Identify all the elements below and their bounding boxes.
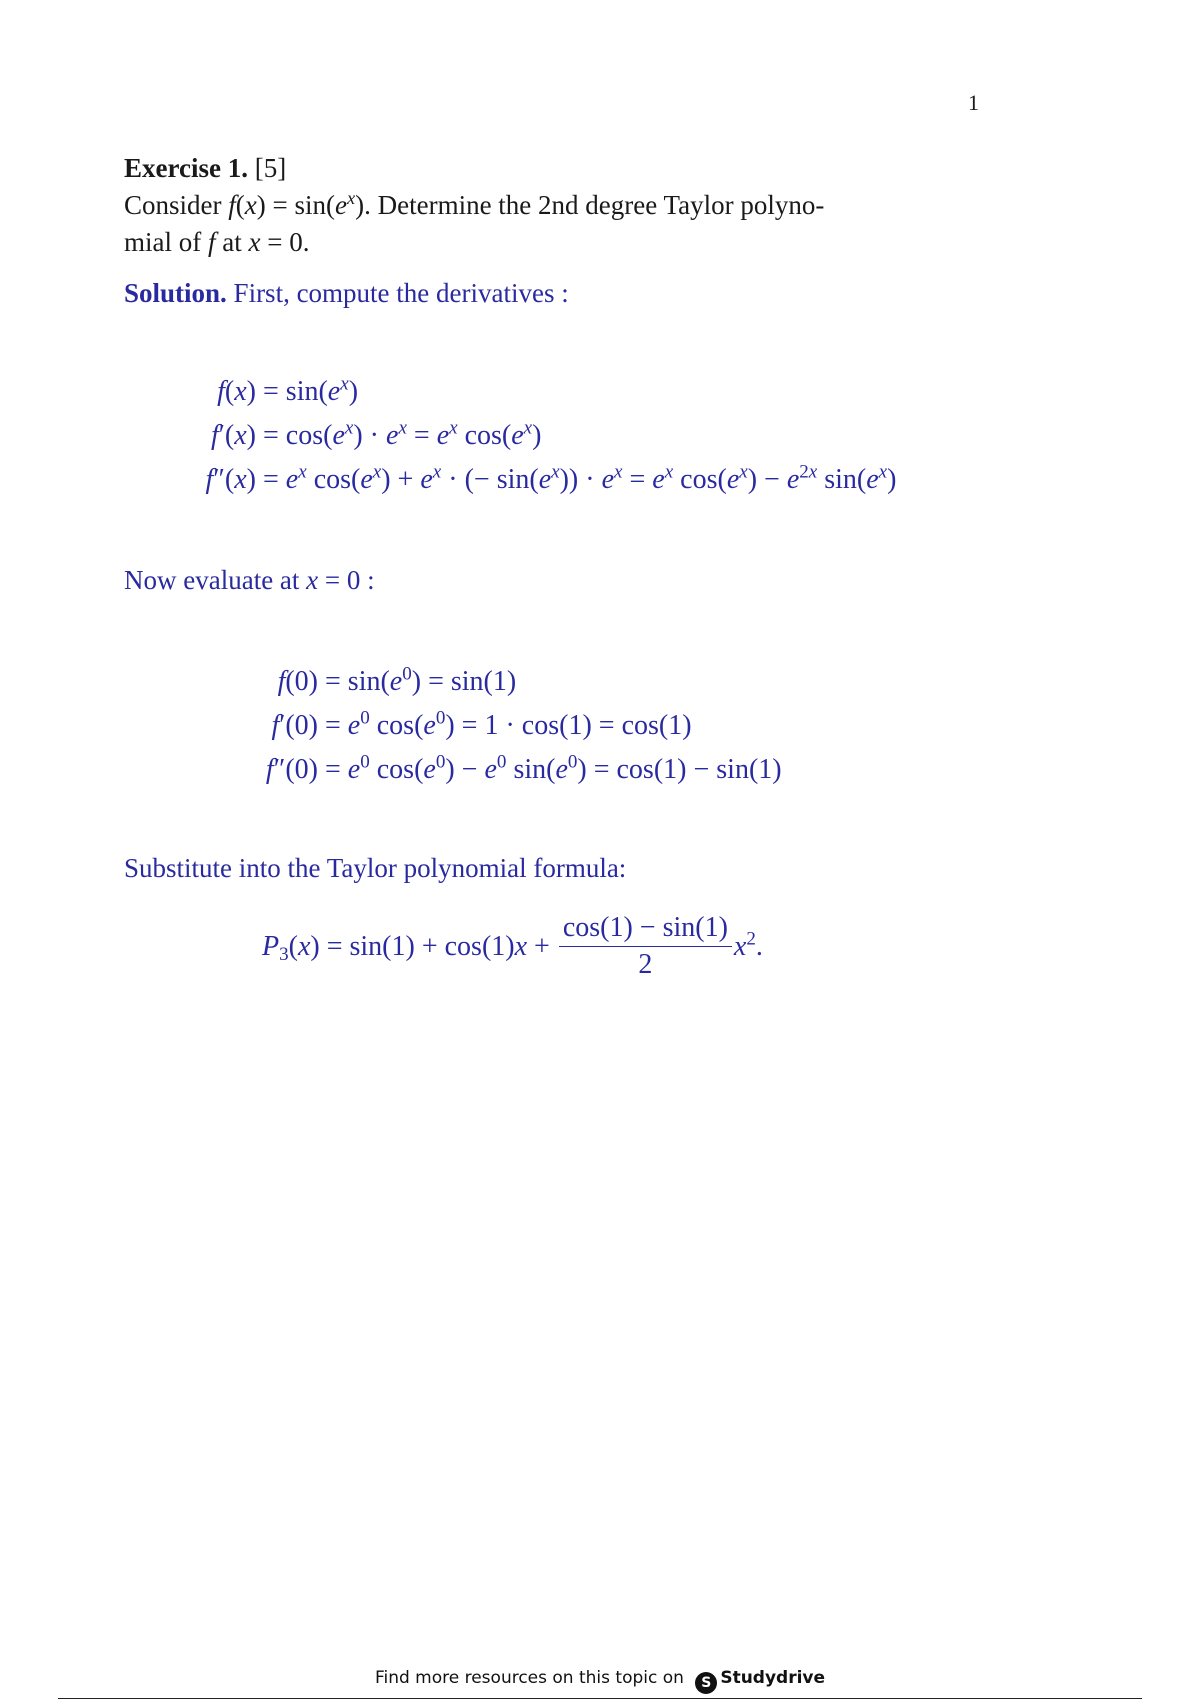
statement-x0: x = 0 bbox=[248, 227, 303, 257]
page-number: 1 bbox=[968, 90, 979, 115]
statement-function: $f(x) = \sin(e^x)$ bbox=[228, 187, 365, 220]
statement-at: at bbox=[215, 227, 249, 257]
statement-line2: mial of bbox=[124, 227, 208, 257]
derivative-row: f″(x) = $e^x$ $\cos(e^x) + e^x$ · (− $\sin(e^x)) \cdot e^x = e^x$ $\cos(e^x) - e^{2x}$ $\sin(e^x)$ bbox=[205, 461, 897, 495]
studydrive-brand-link[interactable]: Studydrive bbox=[720, 1668, 826, 1688]
exercise-heading: Exercise 1. bbox=[124, 153, 248, 183]
statement-period: . bbox=[302, 227, 310, 257]
evaluation-row: f′(0) = $e^0$ $\cos(e^0) = 1 \cdot \cos(1) = \cos(1)$ bbox=[271, 707, 692, 741]
evaluation-row: f(0) = $\sin(e^0) = \sin(1)$ bbox=[277, 663, 517, 697]
evaluations-block bbox=[242, 660, 782, 792]
derivative-row: f′(x) = $\cos(e^x) \cdot e^x = e^x$ $\cos(e^x)$ bbox=[211, 417, 542, 451]
fraction-denominator: 2 bbox=[638, 949, 653, 980]
substitute-text: Substitute into the Taylor polynomial formula: bbox=[124, 853, 627, 883]
studydrive-logo-icon: S bbox=[695, 1672, 717, 1694]
evaluation-row: f″(0) = $e^0$ $\cos(e^0) - e^0$ $\sin(e^0) = \cos(1) - \sin(1)$ bbox=[265, 751, 782, 785]
statement-text-2: . Determine the 2nd degree Taylor polyno- bbox=[364, 190, 825, 220]
statement-text: Consider bbox=[124, 190, 229, 220]
solution-intro bbox=[124, 278, 569, 309]
solution-label: Solution. bbox=[124, 278, 227, 308]
statement-f: f bbox=[207, 227, 216, 257]
derivative-row: f(x) = $\sin(e^x)$ bbox=[217, 373, 359, 407]
footer-divider bbox=[58, 1698, 1142, 1699]
footer-text: Find more resources on this topic on bbox=[374, 1668, 684, 1688]
taylor-fraction bbox=[559, 912, 732, 981]
taylor-polynomial: $P_3(x) = \sin(1) + \cos(1)x$ + $\frac{\cos(1) - \sin(1)}{2}$ $x^2$. bbox=[262, 912, 763, 980]
solution-intro-text: First, compute the derivatives : bbox=[233, 278, 569, 308]
fraction-numerator: cos(1) − sin(1) bbox=[559, 912, 732, 947]
exercise-statement bbox=[124, 150, 994, 261]
evaluate-text: Now evaluate at x = 0 : bbox=[124, 565, 375, 595]
exercise-points: [5] bbox=[254, 153, 287, 183]
derivatives-block bbox=[140, 370, 896, 502]
footer bbox=[0, 1668, 1200, 1694]
